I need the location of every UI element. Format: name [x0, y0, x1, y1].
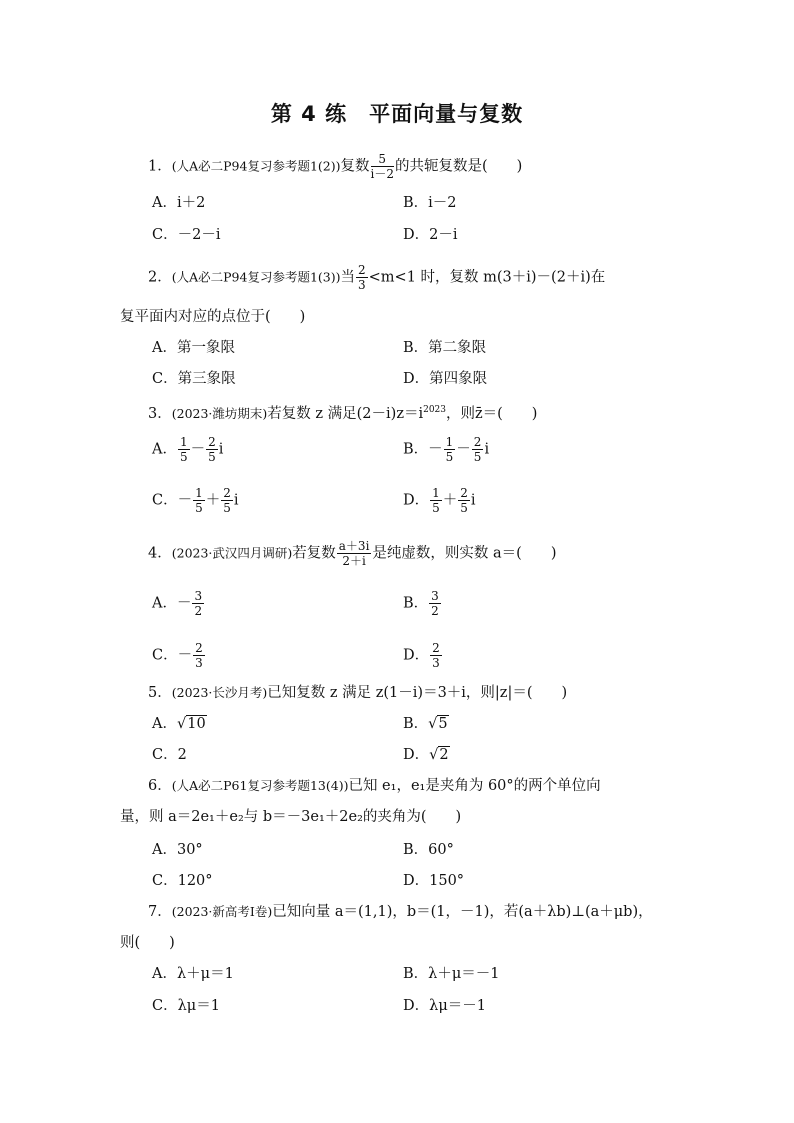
operator: －	[456, 441, 471, 458]
fraction	[429, 590, 441, 617]
fraction-numerator: 2	[208, 435, 216, 449]
sign: －	[177, 492, 193, 509]
fraction	[193, 487, 205, 514]
option-label: D．	[403, 492, 430, 509]
fraction	[192, 590, 204, 617]
option-d[interactable]: D．第四象限	[403, 371, 488, 387]
fraction-numerator: 3	[431, 589, 439, 603]
fraction	[444, 436, 456, 463]
fraction-denominator: i－2	[370, 167, 394, 181]
option-label: B．	[403, 441, 429, 458]
fraction	[458, 487, 470, 514]
fraction	[221, 487, 233, 514]
option-b[interactable]: B．λ＋μ＝－1	[403, 966, 500, 982]
fraction-numerator: 2	[432, 641, 440, 655]
question-3	[148, 400, 537, 424]
fraction-denominator: 5	[473, 450, 482, 464]
option-a[interactable]: A．30°	[152, 842, 203, 858]
option-label: B．	[403, 716, 429, 732]
question-text: 若复数	[292, 545, 336, 562]
question-source: (人A必二P94复习参考题1(2))	[171, 158, 341, 174]
option-d[interactable]	[403, 642, 443, 669]
option-label: C．	[152, 492, 178, 509]
option-b[interactable]: B．i－2	[403, 195, 457, 211]
option-d[interactable]	[403, 745, 450, 765]
question-number: 5．	[148, 685, 172, 701]
option-d[interactable]: D．2－i	[403, 227, 458, 243]
fraction-denominator: 5	[432, 501, 440, 515]
question-text: 已知复数 z 满足 z(1－i)＝3＋i，则|z|＝( )	[267, 685, 568, 701]
question-source: (2023·长沙月考)	[171, 685, 268, 700]
option-a[interactable]: A．i＋2	[152, 195, 206, 211]
question-text: ，则z̄＝( )	[446, 405, 538, 422]
fraction-denominator: 5	[195, 501, 203, 515]
question-4	[148, 540, 557, 567]
option-b[interactable]	[403, 714, 449, 734]
fraction-denominator: 3	[195, 656, 203, 670]
option-a[interactable]: A．λ＋μ＝1	[152, 966, 234, 982]
operator: ＋	[205, 492, 221, 509]
question-7-line2: 则( )	[120, 935, 175, 951]
sqrt-icon: √2	[429, 747, 449, 763]
question-7	[148, 902, 653, 922]
page-title: 第 4 练 平面向量与复数	[270, 102, 524, 126]
imaginary-unit: i	[218, 441, 224, 458]
fraction-denominator: 5	[179, 450, 188, 464]
operator: －	[190, 441, 206, 458]
exponent: 2023	[423, 405, 446, 415]
question-number: 2．	[148, 269, 172, 286]
fraction-numerator: 1	[445, 435, 454, 449]
question-number: 6．	[148, 778, 172, 794]
fraction	[430, 487, 442, 514]
question-text: 若复数 z 满足(2－i)z＝i	[267, 405, 424, 422]
fraction-numerator: 2	[223, 486, 231, 500]
option-label: D．	[403, 647, 430, 664]
fraction-denominator: 3	[432, 656, 440, 670]
option-c[interactable]: C．－2－i	[152, 227, 221, 243]
fraction-denominator: 5	[460, 501, 468, 515]
operator: ＋	[442, 492, 458, 509]
sqrt-icon: √10	[176, 716, 206, 732]
fraction-denominator: 3	[358, 278, 366, 292]
option-c[interactable]: C．第三象限	[152, 371, 236, 387]
option-label: B．	[403, 595, 429, 612]
option-c[interactable]: C．λμ＝1	[152, 998, 220, 1014]
question-source: (人A必二P61复习参考题13(4))	[171, 778, 349, 793]
question-text: 的共轭复数是( )	[394, 158, 523, 175]
option-c[interactable]	[152, 745, 187, 765]
question-number: 4．	[148, 545, 172, 562]
option-label: A．	[152, 595, 177, 612]
fraction	[371, 153, 394, 180]
option-b[interactable]	[403, 436, 489, 463]
option-b[interactable]	[403, 590, 442, 617]
sign: －	[176, 595, 192, 612]
fraction-numerator: a＋3i	[338, 539, 370, 553]
option-label: D．	[403, 747, 430, 763]
fraction-numerator: 1	[195, 486, 203, 500]
option-label: A．	[152, 441, 177, 458]
option-label: C．	[152, 647, 178, 664]
question-text: 已知向量 a＝(1,1)，b＝(1，－1)，若(a＋λb)⊥(a＋μb)，	[272, 904, 653, 920]
question-1	[148, 153, 522, 180]
fraction	[472, 436, 484, 463]
fraction-numerator: 2	[460, 486, 468, 500]
radicand: 5	[438, 716, 448, 732]
fraction	[178, 436, 190, 463]
fraction	[206, 436, 218, 463]
fraction-numerator: 5	[371, 153, 394, 167]
option-a[interactable]	[152, 714, 207, 734]
option-b[interactable]: B．第二象限	[403, 340, 487, 356]
sign: －	[428, 441, 443, 458]
option-c[interactable]: C．120°	[152, 873, 213, 889]
option-b[interactable]: B．60°	[403, 842, 454, 858]
option-d[interactable]: D．λμ＝－1	[403, 998, 486, 1014]
sign: －	[177, 647, 193, 664]
fraction	[337, 540, 372, 567]
question-6	[148, 776, 601, 796]
fraction-numerator: 1	[432, 486, 440, 500]
question-source: (人A必二P94复习参考题1(3))	[171, 269, 341, 285]
fraction-denominator: 2	[194, 604, 203, 618]
fraction-denominator: 2＋i	[342, 554, 366, 568]
question-source: (2023·武汉四月调研)	[171, 545, 293, 561]
option-a[interactable]: A．第一象限	[152, 340, 235, 356]
question-text: <m<1 时，复数 m(3＋i)－(2＋i)在	[368, 269, 606, 286]
fraction	[193, 642, 205, 669]
option-label: A．	[152, 716, 177, 732]
fraction-denominator: 5	[223, 501, 231, 515]
question-6-line2: 量，则 a＝2e₁＋e₂与 b＝－3e₁＋2e₂的夹角为( )	[120, 809, 462, 825]
fraction-denominator: 2	[431, 604, 439, 618]
fraction-numerator: 3	[194, 589, 203, 603]
question-number: 3．	[148, 405, 172, 422]
fraction-numerator: 2	[473, 435, 482, 449]
question-number: 7．	[148, 904, 172, 920]
fraction	[430, 642, 442, 669]
fraction-numerator: 2	[195, 641, 203, 655]
question-text: 已知 e₁，e₁是夹角为 60°的两个单位向	[348, 778, 601, 794]
fraction-numerator: 2	[358, 263, 366, 277]
question-number: 1．	[148, 158, 172, 175]
fraction-numerator: 1	[179, 435, 188, 449]
imaginary-unit: i	[484, 441, 490, 458]
question-source: (2023·新高考Ⅰ卷)	[171, 904, 273, 919]
fraction-denominator: 5	[445, 450, 454, 464]
question-5	[148, 683, 567, 703]
fraction	[356, 264, 368, 291]
question-2-line2: 复平面内对应的点位于( )	[120, 309, 306, 325]
question-2	[148, 264, 605, 291]
question-source: (2023·潍坊期末)	[171, 405, 268, 421]
option-value: 2	[177, 747, 187, 763]
fraction-denominator: 5	[208, 450, 216, 464]
option-a[interactable]	[152, 590, 205, 617]
question-text: 复数	[340, 158, 370, 175]
imaginary-unit: i	[470, 492, 476, 509]
question-text: 是纯虚数，则实数 a＝( )	[372, 545, 557, 562]
option-label: C．	[152, 747, 178, 763]
option-d[interactable]: D．150°	[403, 873, 465, 889]
sqrt-icon: √5	[428, 716, 448, 732]
option-d[interactable]	[403, 487, 476, 514]
option-c[interactable]	[152, 642, 206, 669]
imaginary-unit: i	[233, 492, 239, 509]
question-text: 当	[340, 269, 355, 286]
option-c[interactable]	[152, 487, 239, 514]
radicand: 10	[187, 716, 206, 732]
radicand: 2	[439, 747, 449, 763]
option-a[interactable]	[152, 436, 223, 463]
